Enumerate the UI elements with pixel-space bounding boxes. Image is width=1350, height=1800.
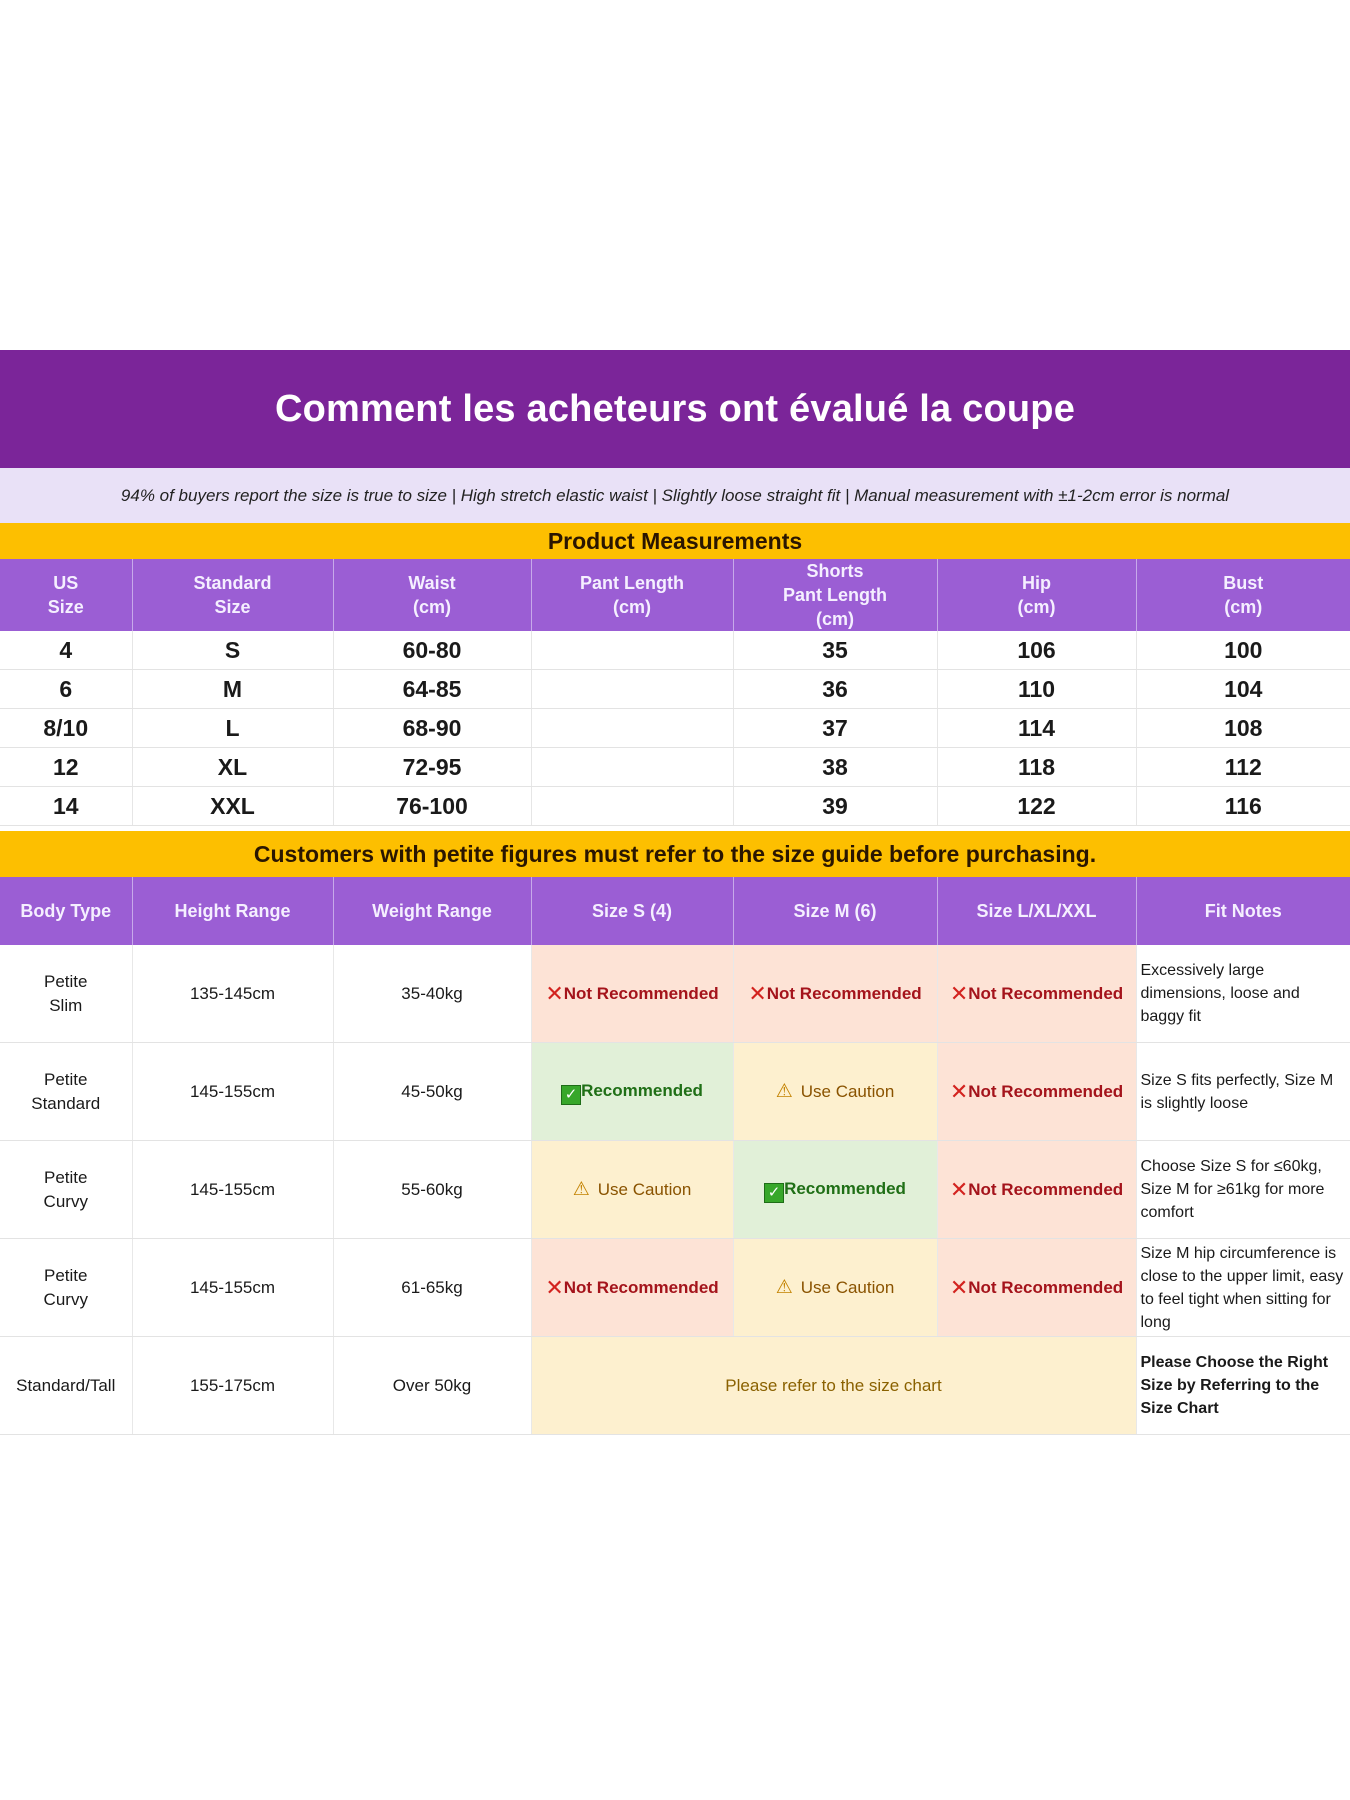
status-label: Use Caution — [800, 1081, 895, 1101]
cross-mark-icon: ✕ — [748, 980, 767, 1006]
weight-cell: Over 50kg — [333, 1337, 531, 1435]
line: Pant Length — [783, 585, 887, 605]
line: Hip — [1022, 573, 1051, 593]
status-label: Not Recommended — [563, 1277, 719, 1297]
column-header: Height Range — [132, 877, 333, 945]
status-cell — [531, 1141, 733, 1239]
line: Shorts — [806, 561, 864, 581]
cross-mark-icon: ✕ — [949, 980, 969, 1006]
fit-note-cell: Size M hip circumference is close to the upper limit, easy to feel tight when sitting for long — [1136, 1239, 1350, 1337]
table-cell: XXL — [132, 787, 333, 826]
status-label: Not Recommended — [968, 983, 1124, 1003]
size-guide-sheet — [0, 350, 1350, 1435]
line: Pant Length — [580, 573, 684, 593]
status-label: Not Recommended — [968, 1179, 1124, 1199]
table-cell: 14 — [0, 787, 132, 826]
status-label: Recommended — [581, 1080, 703, 1100]
body-type-cell: Standard/Tall — [0, 1337, 132, 1435]
status-cell — [733, 1239, 937, 1337]
line: (cm) — [412, 597, 451, 617]
table-row — [0, 748, 1350, 787]
table-cell: XL — [132, 748, 333, 787]
column-header: Fit Notes — [1136, 877, 1350, 945]
status-cell — [531, 945, 733, 1043]
warning-triangle-icon: ⚠ — [775, 1080, 793, 1102]
height-cell: 135-145cm — [132, 945, 333, 1043]
weight-cell: 55-60kg — [333, 1141, 531, 1239]
line: Curvy — [43, 1289, 88, 1309]
status-cell — [937, 945, 1136, 1043]
check-box-icon: ✓ — [561, 1085, 581, 1105]
table-cell: 114 — [937, 709, 1136, 748]
line: Size — [214, 597, 251, 617]
table-cell: 37 — [733, 709, 937, 748]
status-label: Use Caution — [800, 1277, 895, 1297]
table-cell: M — [132, 670, 333, 709]
line: Petite — [44, 1167, 88, 1187]
column-header — [132, 559, 333, 631]
status-cell — [937, 1043, 1136, 1141]
status-cell — [733, 1043, 937, 1141]
table-cell — [531, 709, 733, 748]
cross-mark-icon: ✕ — [949, 1078, 969, 1104]
table-row — [0, 1043, 1350, 1141]
cross-mark-icon: ✕ — [545, 1274, 564, 1300]
line: Standard — [193, 573, 272, 593]
body-type-cell — [0, 1239, 132, 1337]
fit-note-cell: Size S fits perfectly, Size M is slightly loose — [1136, 1043, 1350, 1141]
line: Petite — [44, 971, 88, 991]
table-cell — [531, 748, 733, 787]
table-cell: 100 — [1136, 631, 1350, 670]
line: US — [53, 573, 79, 593]
status-label: Use Caution — [597, 1179, 692, 1199]
line: (cm) — [815, 609, 854, 629]
table-cell: 38 — [733, 748, 937, 787]
buyer-summary: 94% of buyers report the size is true to size | High stretch elastic waist | Slightly loose straight fit | Manual measurement with ±1-2cm error is normal — [0, 468, 1350, 523]
column-header — [1136, 559, 1350, 631]
line: Waist — [408, 573, 456, 593]
weight-cell: 35-40kg — [333, 945, 531, 1043]
table-cell: 112 — [1136, 748, 1350, 787]
table-cell: 6 — [0, 670, 132, 709]
line: Bust — [1223, 573, 1264, 593]
table-cell: 118 — [937, 748, 1136, 787]
column-header: Size M (6) — [733, 877, 937, 945]
table-cell: 12 — [0, 748, 132, 787]
fit-note-cell: Please Choose the Right Size by Referring to the Size Chart — [1136, 1337, 1350, 1435]
table-cell — [531, 631, 733, 670]
table-row — [0, 1239, 1350, 1337]
cross-mark-icon: ✕ — [949, 1176, 969, 1202]
fit-note-cell: Excessively large dimensions, loose and baggy fit — [1136, 945, 1350, 1043]
table-cell: 106 — [937, 631, 1136, 670]
table-cell: 35 — [733, 631, 937, 670]
weight-cell: 61-65kg — [333, 1239, 531, 1337]
status-cell — [531, 1043, 733, 1141]
table-cell: 72-95 — [333, 748, 531, 787]
table-cell: 76-100 — [333, 787, 531, 826]
status-cell — [937, 1239, 1136, 1337]
status-cell — [733, 1141, 937, 1239]
line: Slim — [49, 995, 83, 1015]
table-cell — [531, 787, 733, 826]
body-type-cell — [0, 1141, 132, 1239]
body-type-cell — [0, 945, 132, 1043]
table-row — [0, 787, 1350, 826]
table-cell: 36 — [733, 670, 937, 709]
table-cell: S — [132, 631, 333, 670]
status-label: Not Recommended — [766, 983, 922, 1003]
height-cell: 145-155cm — [132, 1239, 333, 1337]
column-header: Size S (4) — [531, 877, 733, 945]
warning-triangle-icon: ⚠ — [572, 1178, 590, 1200]
measurements-heading: Product Measurements — [0, 523, 1350, 559]
line: Size — [47, 597, 84, 617]
column-header — [937, 559, 1136, 631]
status-label: Not Recommended — [968, 1081, 1124, 1101]
table-cell: 39 — [733, 787, 937, 826]
table-row — [0, 945, 1350, 1043]
height-cell: 145-155cm — [132, 1043, 333, 1141]
size-chart-reference-cell: Please refer to the size chart — [531, 1337, 1136, 1435]
table-cell: 104 — [1136, 670, 1350, 709]
line: Petite — [44, 1265, 88, 1285]
fit-note-cell: Choose Size S for ≤60kg, Size M for ≥61kg for more comfort — [1136, 1141, 1350, 1239]
table-cell: 4 — [0, 631, 132, 670]
column-header: Weight Range — [333, 877, 531, 945]
table-cell: 122 — [937, 787, 1136, 826]
line: (cm) — [1017, 597, 1056, 617]
cross-mark-icon: ✕ — [949, 1274, 969, 1300]
column-header — [0, 559, 132, 631]
body-type-cell — [0, 1043, 132, 1141]
table-cell: 108 — [1136, 709, 1350, 748]
status-label: Not Recommended — [563, 983, 719, 1003]
table-cell: 110 — [937, 670, 1136, 709]
warning-triangle-icon: ⚠ — [775, 1276, 793, 1298]
page-title: Comment les acheteurs ont évalué la coupe — [0, 350, 1350, 468]
status-cell — [531, 1239, 733, 1337]
status-label: Not Recommended — [968, 1277, 1124, 1297]
column-header — [733, 559, 937, 631]
column-header: Body Type — [0, 877, 132, 945]
measurements-table — [0, 559, 1350, 826]
height-cell: 145-155cm — [132, 1141, 333, 1239]
line: (cm) — [1224, 597, 1263, 617]
check-box-icon: ✓ — [764, 1183, 784, 1203]
table-cell: 8/10 — [0, 709, 132, 748]
column-header — [333, 559, 531, 631]
fit-guide-table — [0, 877, 1350, 1435]
table-row — [0, 709, 1350, 748]
column-header: Size L/XL/XXL — [937, 877, 1136, 945]
table-cell: 64-85 — [333, 670, 531, 709]
weight-cell: 45-50kg — [333, 1043, 531, 1141]
table-cell: 116 — [1136, 787, 1350, 826]
table-row — [0, 670, 1350, 709]
line: Petite — [44, 1069, 88, 1089]
line: Standard — [31, 1093, 101, 1113]
column-header — [531, 559, 733, 631]
table-cell: 68-90 — [333, 709, 531, 748]
line: (cm) — [612, 597, 651, 617]
table-row — [0, 631, 1350, 670]
status-cell — [937, 1141, 1136, 1239]
petite-warning-heading: Customers with petite figures must refer to the size guide before purchasing. — [0, 831, 1350, 877]
height-cell: 155-175cm — [132, 1337, 333, 1435]
cross-mark-icon: ✕ — [545, 980, 564, 1006]
table-cell: 60-80 — [333, 631, 531, 670]
table-cell: L — [132, 709, 333, 748]
table-row — [0, 1141, 1350, 1239]
table-cell — [531, 670, 733, 709]
line: Curvy — [43, 1191, 88, 1211]
status-label: Recommended — [784, 1178, 906, 1198]
status-cell — [733, 945, 937, 1043]
table-row — [0, 1337, 1350, 1435]
